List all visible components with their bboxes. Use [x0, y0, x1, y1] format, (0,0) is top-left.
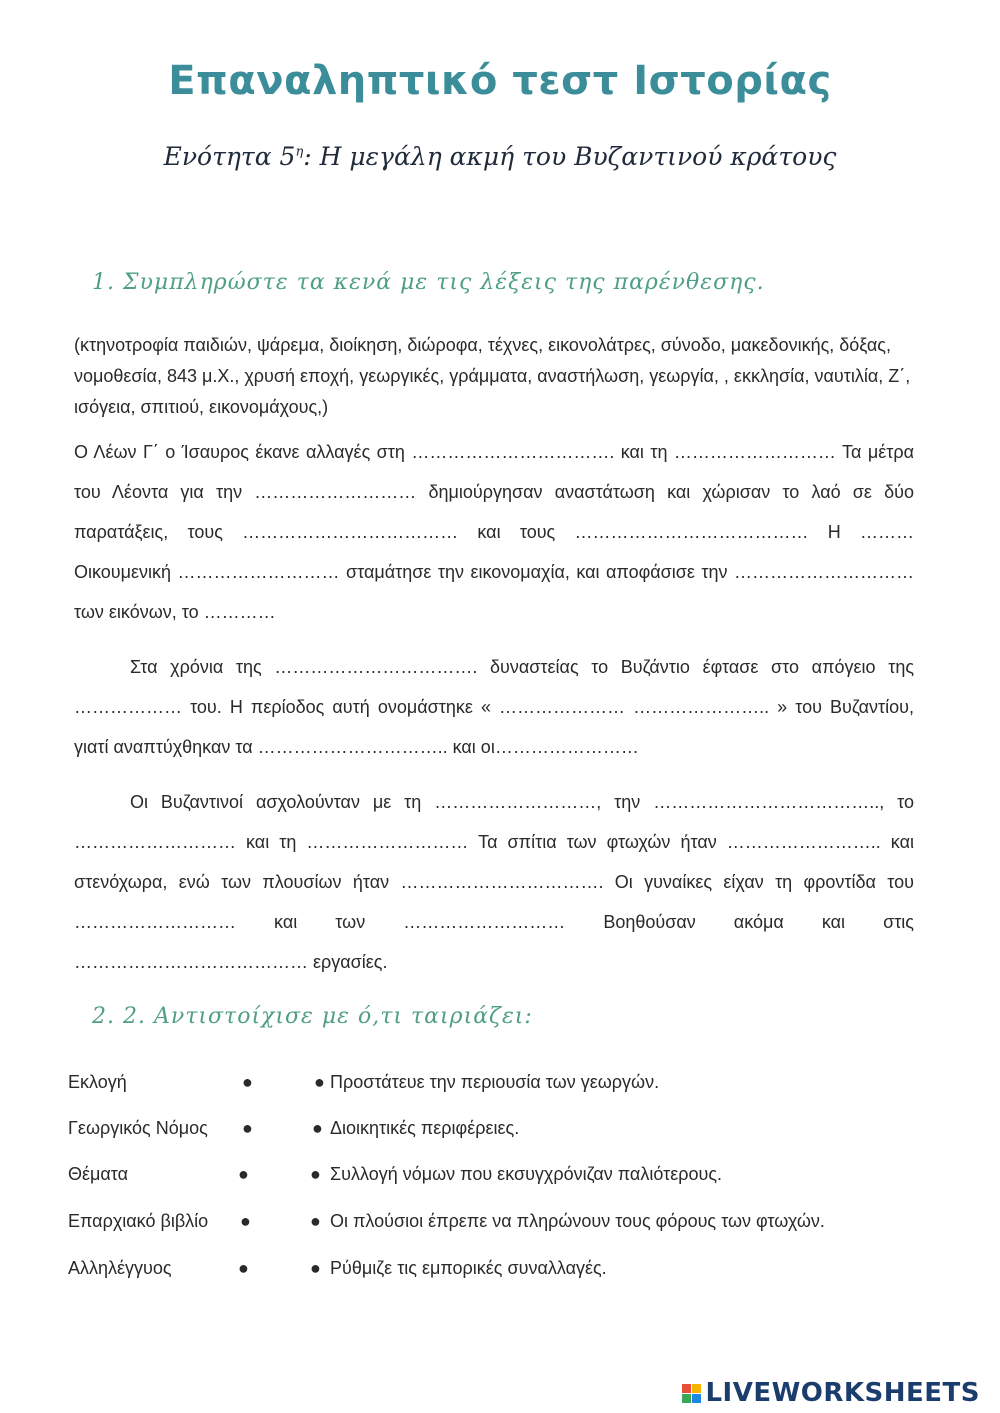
subtitle-suffix: : Η μεγάλη ακμή του Βυζαντινού κράτους [303, 142, 837, 171]
logo-blocks-icon [682, 1384, 701, 1403]
match-definition: Συλλογή νόμων που εκσυγχρόνιζαν παλιότερους. [330, 1164, 723, 1184]
match-definition: Προστάτευε την περιουσία των γεωργών. [330, 1072, 660, 1092]
match-term: Θέματα [68, 1164, 129, 1184]
match-row [68, 1118, 948, 1148]
match-row [68, 1072, 948, 1102]
worksheet-subtitle [0, 142, 1000, 171]
fill-paragraph-3: Οι Βυζαντινοί ασχολούνταν με τη ………………………, την ……………………………….., το ……………………… και τη ……………………… Τα σπίτια των φτωχών ήταν …………………….. και στενόχωρα, ενώ των πλουσίων ήταν ……………………………. Οι γυναίκες είχαν τη φροντίδα του ……………………… και των ……………………… Βοηθούσαν ακόμα και στις ………………………………… εργασίες. [74, 792, 914, 972]
match-left-dot[interactable]: ● [242, 1072, 253, 1092]
match-left-dot[interactable]: ● [238, 1164, 249, 1184]
word-bank: (κτηνοτροφία παιδιών, ψάρεμα, διοίκηση, διώροφα, τέχνες, εικονολάτρες, σύνοδο, μακεδονικής, δόξας, νομοθεσία, 843 μ.Χ., χρυσή εποχή, γεωργικές, γράμματα, αναστήλωση, γεωργία, , εκκλησία, ναυτιλία, Ζ΄, ισόγεια, σπιτιού, εικονομάχους,) [74, 335, 911, 417]
match-left-dot[interactable]: ● [240, 1211, 251, 1231]
match-term: Επαρχιακό βιβλίο [68, 1211, 209, 1231]
match-term: Αλληλέγγυος [68, 1258, 172, 1278]
match-definition: Οι πλούσιοι έπρεπε να πληρώνουν τους φόρους των φτωχών. [330, 1211, 825, 1231]
logo-block [692, 1384, 701, 1393]
logo-block [682, 1394, 691, 1403]
match-definition: Ρύθμιζε τις εμπορικές συναλλαγές. [330, 1258, 607, 1278]
match-right-dot[interactable]: ● [310, 1258, 321, 1278]
section2-heading: 2. 2. Αντιστοίχισε με ό,τι ταιριάζει: [92, 1004, 533, 1029]
match-row [68, 1258, 948, 1288]
match-left-dot[interactable]: ● [242, 1118, 253, 1138]
subtitle-prefix: Ενότητα 5 [163, 142, 296, 171]
match-row [68, 1164, 948, 1194]
logo-text: LIVEWORKSHEETS [705, 1378, 980, 1408]
match-right-dot[interactable]: ● [310, 1164, 321, 1184]
match-term: Γεωργικός Νόμος [68, 1118, 208, 1138]
logo-block [682, 1384, 691, 1393]
section1-heading: 1. Συμπληρώστε τα κενά με τις λέξεις της παρένθεσης. [92, 270, 765, 295]
subtitle-sup: η [295, 144, 304, 160]
match-row [68, 1211, 948, 1241]
logo-block [692, 1394, 701, 1403]
match-left-dot[interactable]: ● [238, 1258, 249, 1278]
match-term: Εκλογή [68, 1072, 127, 1092]
match-right-dot[interactable]: ● [314, 1072, 325, 1092]
match-right-dot[interactable]: ● [312, 1118, 323, 1138]
liveworksheets-logo [682, 1376, 980, 1410]
fill-paragraph-1: Ο Λέων Γ΄ ο Ίσαυρος έκανε αλλαγές στη ……………………………. και τη ……………………… Τα μέτρα του Λέοντα για την ……………………… δημιούργησαν αναστάτωση και χώρισαν το λαό σε δύο παρατάξεις, τους ……………………………… και τους ………………………………… Η ……… Οικουμενική ……………………… σταμάτησε την εικονομαχία, και αποφάσισε την ………………………… των εικόνων, το ………… [74, 442, 914, 622]
fill-paragraph-2: Στα χρόνια της ……………………………. δυναστείας το Βυζάντιο έφτασε στο απόγειο της ……………… του. Η περίοδος αυτή ονομάστηκε « ………………… ………………….. » του Βυζαντίου, γιατί αναπτύχθηκαν τα ………………………….. και οι…………………… [74, 657, 914, 757]
worksheet-title: Επαναληπτικό τεστ Ιστορίας [168, 58, 832, 104]
match-definition: Διοικητικές περιφέρειες. [330, 1118, 520, 1138]
match-right-dot[interactable]: ● [310, 1211, 321, 1231]
